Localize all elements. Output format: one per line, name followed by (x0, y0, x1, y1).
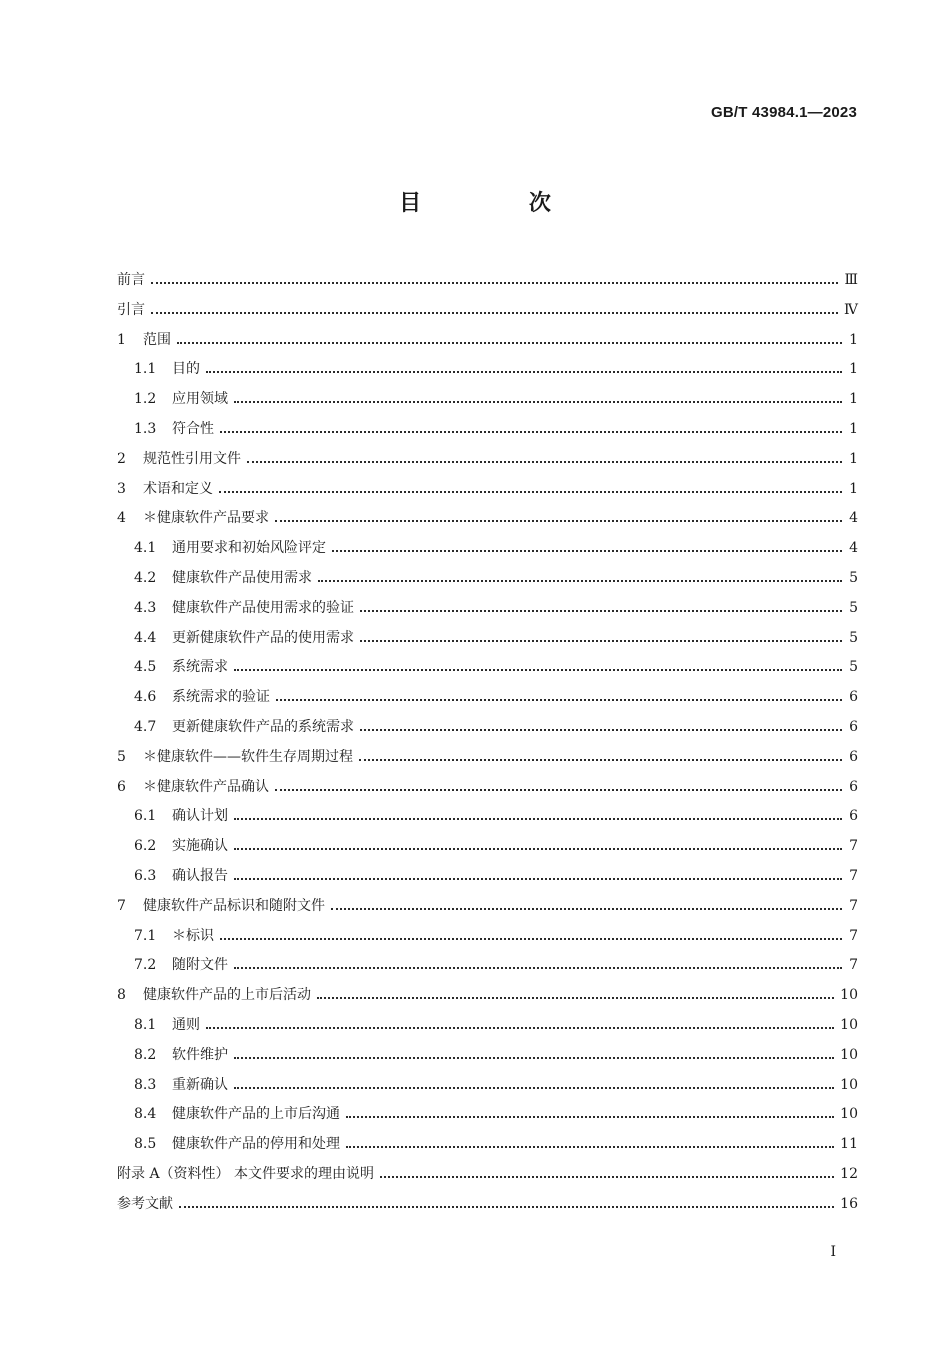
dot-leader (360, 626, 842, 642)
toc-entry-label: 更新健康软件产品的系统需求 (172, 718, 354, 735)
dot-leader (220, 924, 842, 940)
toc-entry-page: 6 (849, 808, 858, 825)
dot-leader (234, 804, 842, 820)
toc-entry-page: 10 (840, 1106, 858, 1123)
dot-leader (151, 298, 838, 314)
toc-entry-label: 系统需求 (172, 659, 228, 676)
toc-entry[interactable] (117, 983, 858, 1013)
toc-entry-number: 4.1 (134, 540, 157, 557)
toc-entry-number: 4.7 (134, 718, 157, 735)
toc-entry-label: 范围 (143, 331, 171, 348)
toc-entry[interactable] (117, 298, 858, 328)
toc-entry[interactable] (117, 1132, 858, 1162)
dot-leader (234, 834, 842, 850)
toc-entry-number: 8.4 (134, 1106, 157, 1123)
toc-entry-page: 6 (849, 778, 858, 795)
toc-entry-page: 12 (840, 1165, 858, 1182)
toc-entry-number: 1 (117, 331, 126, 348)
toc-entry-page: 5 (849, 659, 858, 676)
toc-entry-number: 7 (117, 897, 126, 914)
toc-entry-label: 实施确认 (172, 838, 228, 855)
toc-entry-number: 6.1 (134, 808, 157, 825)
toc-entry-label: 健康软件产品的停用和处理 (172, 1136, 340, 1153)
toc-entry[interactable] (117, 834, 858, 864)
toc-entry-page: 6 (849, 748, 858, 765)
dot-leader (276, 685, 842, 701)
toc-entry-page: 11 (840, 1136, 858, 1153)
toc-entry-label: ＊健康软件产品要求 (143, 510, 269, 527)
toc-entry-number: 8.1 (134, 1016, 157, 1033)
toc-entry-page: 7 (849, 838, 858, 855)
dot-leader (206, 1013, 834, 1029)
toc-entry[interactable] (117, 894, 858, 924)
toc-entry-label: 通则 (172, 1016, 200, 1033)
toc-entry-label: 应用领域 (172, 391, 228, 408)
dot-leader (206, 357, 842, 373)
toc-entry-label: 确认计划 (172, 808, 228, 825)
dot-leader (346, 1102, 834, 1118)
toc-entry-label: 引言 (117, 301, 145, 318)
dot-leader (275, 775, 842, 791)
dot-leader (359, 745, 842, 761)
toc-entry-label: 系统需求的验证 (172, 689, 270, 706)
toc-entry[interactable] (117, 506, 858, 536)
toc-entry-label: 通用要求和初始风险评定 (172, 540, 326, 557)
toc-entry-number: 1.1 (134, 361, 157, 378)
toc-entry-label: 重新确认 (172, 1076, 228, 1093)
toc-entry-page: 5 (849, 599, 858, 616)
toc-entry-page: 1 (849, 420, 858, 437)
page-title: 目 次 (399, 191, 601, 216)
toc-entry-number: 8.3 (134, 1076, 157, 1093)
toc-entry-label: 健康软件产品的上市后活动 (143, 987, 311, 1004)
dot-leader (317, 983, 834, 999)
toc-entry-number: 6.2 (134, 838, 157, 855)
dot-leader (247, 447, 842, 463)
toc-entry-page: 16 (840, 1195, 858, 1212)
dot-leader (234, 655, 842, 671)
toc-entry[interactable] (117, 864, 858, 894)
toc-entry-number: 2 (117, 450, 126, 467)
toc-entry[interactable] (117, 804, 858, 834)
toc-entry-page: 10 (840, 1076, 858, 1093)
toc-entry-number: 1.3 (134, 420, 157, 437)
toc-entry[interactable] (117, 1102, 858, 1132)
toc-entry-number: 1.2 (134, 391, 157, 408)
toc-entry[interactable] (117, 387, 858, 417)
toc-entry-page: 7 (849, 897, 858, 914)
toc-entry-page: 7 (849, 927, 858, 944)
toc-entry-number: 6 (117, 778, 126, 795)
toc-entry-number: 4 (117, 510, 126, 527)
dot-leader (219, 477, 842, 493)
toc-entry-label: 符合性 (172, 420, 214, 437)
toc-entry[interactable] (117, 924, 858, 954)
toc-entry-page: 1 (849, 361, 858, 378)
toc-entry[interactable] (117, 1013, 858, 1043)
table-of-contents (117, 268, 858, 1222)
toc-entry-page: 5 (849, 629, 858, 646)
toc-entry-page: 10 (840, 987, 858, 1004)
toc-entry[interactable] (117, 1162, 858, 1192)
toc-entry[interactable] (117, 268, 858, 298)
toc-entry-number: 5 (117, 748, 126, 765)
toc-entry-label: 参考文献 (117, 1195, 173, 1212)
toc-entry-number: 6.3 (134, 867, 157, 884)
toc-entry-page: 10 (840, 1016, 858, 1033)
dot-leader (380, 1162, 834, 1178)
page-number: Ⅰ (830, 1244, 836, 1260)
dot-leader (151, 268, 838, 284)
toc-entry[interactable] (117, 715, 858, 745)
toc-entry-number: 4.4 (134, 629, 157, 646)
toc-entry-label: 健康软件产品的上市后沟通 (172, 1106, 340, 1123)
toc-entry-label: ＊健康软件——软件生存周期过程 (143, 748, 353, 765)
standard-code: GB/T 43984.1—2023 (711, 104, 857, 121)
toc-entry-label: 规范性引用文件 (143, 450, 241, 467)
dot-leader (346, 1132, 834, 1148)
dot-leader (234, 387, 842, 403)
toc-entry-page: 1 (849, 391, 858, 408)
toc-entry[interactable] (117, 357, 858, 387)
dot-leader (332, 536, 842, 552)
toc-entry[interactable] (117, 685, 858, 715)
dot-leader (360, 596, 842, 612)
toc-entry[interactable] (117, 655, 858, 685)
toc-entry-page: Ⅲ (844, 272, 858, 288)
toc-entry-page: Ⅳ (844, 301, 858, 318)
toc-entry[interactable] (117, 953, 858, 983)
toc-entry[interactable] (117, 775, 858, 805)
toc-entry[interactable] (117, 447, 858, 477)
toc-entry[interactable] (117, 1192, 858, 1222)
toc-entry-label: 健康软件产品使用需求 (172, 569, 312, 586)
toc-entry-number: 4.5 (134, 659, 157, 676)
toc-entry-label: 附录 A（资料性） 本文件要求的理由说明 (117, 1165, 375, 1182)
dot-leader (331, 894, 842, 910)
toc-entry-page: 1 (849, 450, 858, 467)
toc-entry[interactable] (117, 328, 858, 358)
toc-entry-label: ＊标识 (172, 927, 214, 944)
toc-entry-label: ＊健康软件产品确认 (143, 778, 269, 795)
toc-entry-number: 4.6 (134, 689, 157, 706)
toc-entry[interactable] (117, 626, 858, 656)
toc-entry-label: 目的 (172, 361, 200, 378)
dot-leader (179, 1192, 834, 1208)
toc-entry-page: 4 (849, 540, 858, 557)
toc-entry-number: 8 (117, 987, 126, 1004)
toc-entry-page: 4 (849, 510, 858, 527)
toc-entry-label: 更新健康软件产品的使用需求 (172, 629, 354, 646)
dot-leader (234, 1043, 834, 1059)
dot-leader (275, 506, 842, 522)
toc-entry-number: 7.1 (134, 927, 157, 944)
dot-leader (234, 953, 842, 969)
toc-entry-page: 6 (849, 718, 858, 735)
dot-leader (234, 1073, 834, 1089)
toc-entry-label: 随附文件 (172, 957, 228, 974)
toc-entry-page: 6 (849, 689, 858, 706)
dot-leader (234, 864, 842, 880)
dot-leader (177, 328, 842, 344)
dot-leader (220, 417, 842, 433)
toc-entry[interactable] (117, 477, 858, 507)
toc-entry[interactable] (117, 745, 858, 775)
toc-entry-number: 7.2 (134, 957, 157, 974)
toc-entry-number: 8.5 (134, 1136, 157, 1153)
toc-entry[interactable] (117, 566, 858, 596)
toc-entry-label: 健康软件产品标识和随附文件 (143, 897, 325, 914)
toc-entry-page: 10 (840, 1046, 858, 1063)
toc-entry[interactable] (117, 1043, 858, 1073)
toc-entry-label: 软件维护 (172, 1046, 228, 1063)
toc-entry[interactable] (117, 596, 858, 626)
toc-entry-label: 确认报告 (172, 867, 228, 884)
toc-entry[interactable] (117, 1073, 858, 1103)
toc-entry-number: 4.3 (134, 599, 157, 616)
dot-leader (360, 715, 842, 731)
toc-entry-page: 1 (849, 331, 858, 348)
toc-entry[interactable] (117, 536, 858, 566)
toc-entry-page: 7 (849, 957, 858, 974)
toc-entry-label: 术语和定义 (143, 480, 213, 497)
dot-leader (318, 566, 842, 582)
toc-entry[interactable] (117, 417, 858, 447)
toc-entry-page: 7 (849, 867, 858, 884)
toc-entry-label: 健康软件产品使用需求的验证 (172, 599, 354, 616)
toc-entry-number: 3 (117, 480, 126, 497)
toc-entry-number: 8.2 (134, 1046, 157, 1063)
toc-entry-page: 1 (849, 480, 858, 497)
toc-entry-label: 前言 (117, 272, 145, 288)
toc-entry-number: 4.2 (134, 569, 157, 586)
toc-entry-page: 5 (849, 569, 858, 586)
